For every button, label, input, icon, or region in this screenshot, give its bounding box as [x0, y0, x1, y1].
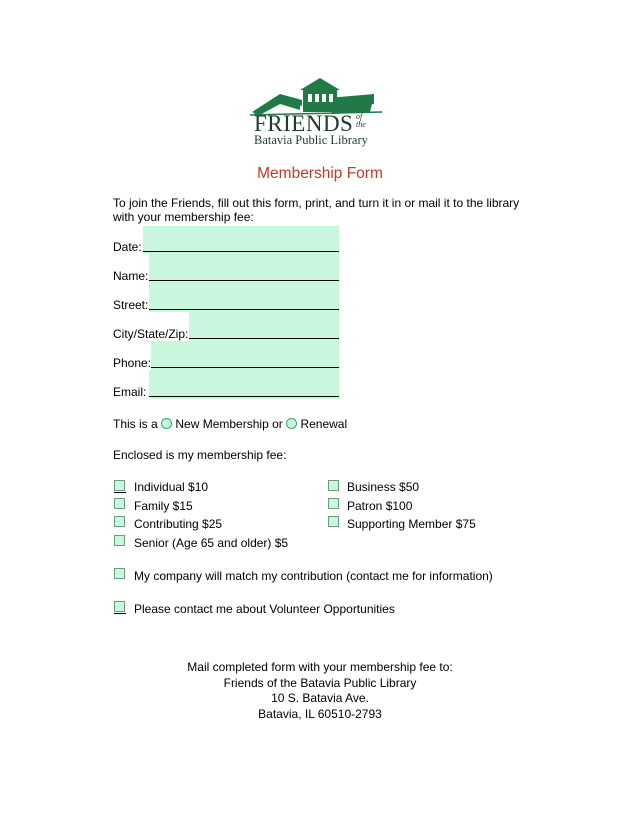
membership-type-row [113, 417, 347, 431]
city-label: City/State/Zip: [113, 327, 189, 341]
phone-label: Phone: [113, 356, 152, 370]
footer-line-1: Mail completed form with your membership fee to: [187, 660, 453, 674]
patron-label: Patron $100 [347, 499, 413, 513]
fee-heading: Enclosed is my membership fee: [113, 448, 287, 462]
contributing-label: Contributing $25 [134, 517, 223, 531]
individual-label: Individual $10 [134, 480, 209, 494]
mailing-address [0, 660, 640, 722]
name-label: Name: [113, 269, 149, 283]
logo-of-the-text: of the [356, 112, 366, 129]
page-title: Membership Form [257, 165, 383, 182]
new-membership-radio[interactable] [161, 418, 172, 429]
membership-type-prefix: This is a [113, 417, 158, 431]
checkbox-underline [114, 492, 126, 493]
city-field-fill [189, 312, 339, 341]
intro-text: To join the Friends, fill out this form, print, and turn it in or mail it to the library with your membership fee: [113, 196, 520, 224]
street-label: Street: [113, 298, 149, 312]
family-checkbox[interactable] [114, 498, 125, 509]
business-checkbox[interactable] [328, 480, 339, 491]
business-label: Business $50 [347, 480, 420, 494]
company-match-label: My company will match my contribution (contact me for information) [134, 569, 493, 583]
logo-subtitle: Batavia Public Library [254, 133, 368, 147]
street-field[interactable] [149, 309, 339, 310]
street-field-fill [149, 283, 339, 312]
checkbox-underline [114, 613, 126, 614]
date-field-fill [143, 226, 339, 254]
supporting-label: Supporting Member $75 [347, 517, 476, 531]
new-membership-label: New Membership or [175, 417, 283, 431]
senior-checkbox[interactable] [114, 535, 125, 546]
footer-line-2: Friends of the Batavia Public Library [223, 675, 417, 690]
phone-field[interactable] [151, 367, 339, 368]
email-field[interactable] [149, 396, 339, 397]
footer-line-4: Batavia, IL 60510-2793 [258, 706, 382, 721]
renewal-label: Renewal [300, 417, 348, 431]
phone-field-fill [151, 341, 339, 370]
logo-friends-text: FRIENDS [254, 111, 354, 136]
senior-label: Senior (Age 65 and older) $5 [134, 536, 289, 550]
date-field[interactable] [143, 251, 339, 252]
contributing-checkbox[interactable] [114, 516, 125, 527]
renewal-radio[interactable] [286, 418, 297, 429]
supporting-checkbox[interactable] [328, 516, 339, 527]
company-match-checkbox[interactable] [114, 568, 125, 579]
volunteer-label: Please contact me about Volunteer Opportunities [134, 602, 395, 616]
family-label: Family $15 [134, 499, 193, 513]
volunteer-checkbox[interactable] [114, 601, 125, 612]
footer-line-3: 10 S. Batavia Ave. [271, 691, 369, 705]
city-field[interactable] [189, 338, 339, 339]
name-field-fill [149, 254, 339, 283]
email-label: Email: [113, 385, 147, 399]
email-field-fill [149, 370, 339, 399]
individual-checkbox[interactable] [114, 480, 125, 491]
name-field[interactable] [149, 280, 339, 281]
date-label: Date: [113, 240, 142, 254]
patron-checkbox[interactable] [328, 498, 339, 509]
